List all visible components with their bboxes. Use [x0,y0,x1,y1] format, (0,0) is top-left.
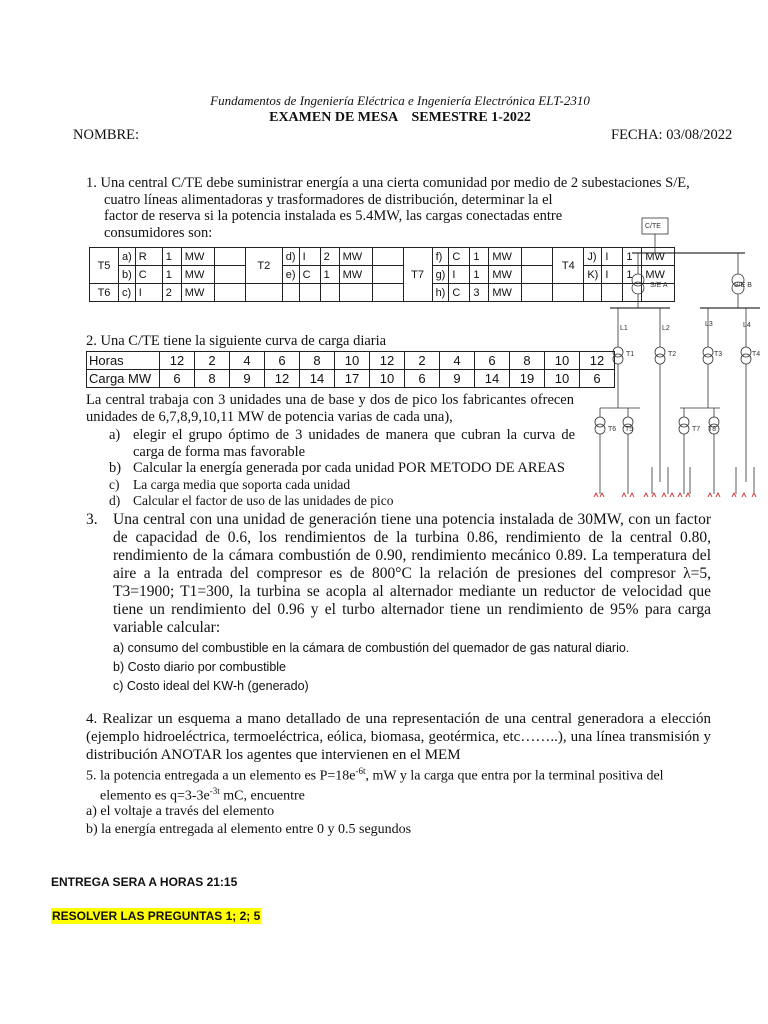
table-cell: 6 [580,370,615,388]
table-cell: 6 [475,352,510,370]
transformer-label: T1 [626,351,635,358]
table-cell [522,248,553,266]
distribution-diagram [590,212,768,512]
line-label: L1 [620,325,628,332]
list-item [109,477,575,494]
line-label: L4 [743,322,751,329]
q5-text: mC, encuentre [219,788,305,804]
table-cell: 14 [300,370,335,388]
table-cell: C [299,266,320,284]
resolve-note: RESOLVER LAS PREGUNTAS 1; 2; 5 [52,909,261,923]
table-row [87,352,615,370]
table-cell: R [135,248,162,266]
consumer-marks [594,493,756,497]
table-row [90,248,675,266]
question-4: 4. Realizar un esquema a mano detallado de una representación de una central generadora a elección (ejemplo hidroeléctrica, termoeléctrica, eólica, biomasa, geotérmica, etc……..), una línea transmisión y distribución ANOTAR los agentes que intervienen en el MEM [86,711,711,763]
table-cell: K) [584,266,602,284]
item-marker: d) [109,493,121,509]
table-cell: J) [584,248,602,266]
table-cell: 8 [510,352,545,370]
table-cell: T2 [245,248,282,284]
table-cell: MW [642,248,675,266]
q1-line: factor de reserva si la potencia instalada es 5.4MW, las cargas conectadas entre [104,208,563,225]
table-cell: 2 [405,352,440,370]
table-cell: 9 [230,370,265,388]
list-item: b) la energía entregada al elemento entre 0 y 0.5 segundos [86,821,412,837]
table-cell: MW [181,284,214,302]
table-cell: 2 [162,284,181,302]
table-cell: 1 [470,248,489,266]
table-cell: f) [432,248,449,266]
question-5 [86,764,711,837]
table-cell: I [602,266,623,284]
q2-paragraph: La central trabaja con 3 unidades una de base y dos de pico los fabricantes ofrecen unidades de 6,7,8,9,10,11 MW de potencia varias de cada una), [86,392,574,425]
table-cell: MW [489,284,522,302]
table-row [90,266,675,284]
item-text: Calcular el factor de uso de las unidades de pico [133,493,394,509]
q1-line: consumidores son: [104,224,213,241]
line-label: L3 [705,321,713,328]
table-cell: MW [489,266,522,284]
table-cell: 4 [230,352,265,370]
se-a-label: S/E A [650,282,668,289]
list-item: b) Costo diario por combustible [113,660,286,674]
table-cell [372,248,403,266]
table-cell: 8 [300,352,335,370]
table-cell: 1 [320,266,339,284]
table-cell: 2 [195,352,230,370]
table-header: Carga MW [87,370,160,388]
table-cell: 3 [470,284,489,302]
load-curve-table [86,351,615,388]
table-cell: MW [181,266,214,284]
table-cell: g) [432,266,449,284]
table-row [90,284,675,302]
table-cell: 1 [623,266,642,284]
table-cell: 1 [162,248,181,266]
sub-transformer-label: T8 [708,426,717,433]
q5-exponent: -3t [209,786,220,797]
question-3 [86,511,711,696]
table-cell: 10 [370,370,405,388]
table-cell: c) [119,284,136,302]
sub-transformer-label: T5 [625,426,634,433]
date-label: FECHA: 03/08/2022 [611,127,733,143]
table-cell: 19 [510,370,545,388]
q3-number: 3. [86,511,98,528]
table-cell: 6 [160,370,195,388]
table-cell: T5 [90,248,119,284]
transformer-label: T2 [668,351,677,358]
table-cell: 6 [265,352,300,370]
table-cell: d) [282,248,299,266]
table-cell: MW [489,248,522,266]
list-item [109,493,575,510]
name-label: NOMBRE: [73,127,140,143]
list-item [109,427,575,460]
table-cell: 10 [545,352,580,370]
item-marker: b) [109,460,122,477]
table-cell: MW [181,248,214,266]
q1-line: cuatro líneas alimentadoras y trasformadores de distribución, determinar la el [104,191,553,208]
plant-label: C/TE [645,223,661,230]
table-cell [214,248,245,266]
table-cell: C [449,248,470,266]
q3-text: Una central con una unidad de generación tiene una potencia instalada de 30MW, con un factor de capacidad de 0.6, los rendimientos de la turbina 0.86, rendimiento de la central 0.80, rendimiento de la cámara combustión de 0.90, rendimiento mecánico 0.89. La temperatura del aire a la entrada del compresor es de 800°C la relación de presiones del compresor λ=5, T3=1900; T1=300, la turbina se acopla al alternador mediante un reductor de velocidad que tiene un rendimiento del 0.96 y el turbo alternador tiene un rendimiento de 95% para carga variable calcular: [113,511,711,636]
sub-transformer-label: T7 [692,426,701,433]
table-cell: 12 [370,352,405,370]
table-cell: MW [339,248,372,266]
table-cell: 1 [623,248,642,266]
table-cell: 10 [335,352,370,370]
q5-text: elemento es q=3-3e [100,788,210,804]
table-cell: e) [282,266,299,284]
table-cell: T7 [403,248,432,302]
item-marker: c) [109,476,120,492]
table-cell: I [299,248,320,266]
table-cell: 12 [160,352,195,370]
q5-text: , mW y la carga que entra por la terminal positiva del [365,768,664,784]
table-cell: 12 [580,352,615,370]
item-text: La carga media que soporta cada unidad [133,476,351,492]
line-label: L2 [662,325,670,332]
table-cell: 6 [405,370,440,388]
item-text: elegir el grupo óptimo de 3 unidades de manera que cubran la curva de carga de forma mas favorable [133,427,575,460]
table-cell: 17 [335,370,370,388]
table-cell: 10 [545,370,580,388]
table-cell: 1 [470,266,489,284]
table-cell: T4 [553,248,584,284]
table-cell: 9 [440,370,475,388]
delivery-note: ENTREGA SERA A HORAS 21:15 [51,875,238,889]
q1-line: 1. Una central C/TE debe suministrar energía a una cierta comunidad por medio de 2 subestaciones S/E, [86,175,690,191]
consumer-table [89,247,675,302]
table-cell: MW [339,266,372,284]
q2-intro: 2. Una C/TE tiene la siguiente curva de carga diaria [86,333,387,349]
table-cell: b) [119,266,136,284]
table-cell: 1 [162,266,181,284]
list-item [109,460,575,477]
table-cell: C [449,284,470,302]
table-cell: I [602,248,623,266]
q5-text: 5. la potencia entregada a un elemento es P=18e [86,768,356,784]
table-cell: I [135,284,162,302]
exam-title: EXAMEN DE MESA SEMESTRE 1-2022 [269,110,531,125]
sub-transformer-label: T6 [608,426,617,433]
list-item: a) consumo del combustible en la cámara de combustión del quemador de gas natural diario. [113,641,630,655]
transformer-label: T4 [752,351,761,358]
course-title: Fundamentos de Ingeniería Eléctrica e Ingeniería Electrónica ELT-2310 [210,93,590,108]
list-item: a) el voltaje a través del elemento [86,804,275,820]
table-cell: 4 [440,352,475,370]
q2-items [109,427,575,510]
table-cell: 12 [265,370,300,388]
q5-exponent: -6t [355,766,366,776]
transformer-label: T3 [714,351,723,358]
list-item: c) Costo ideal del KW-h (generado) [113,679,309,693]
item-marker: a) [109,427,121,443]
table-cell: MW [642,266,675,284]
table-cell: h) [432,284,449,302]
table-cell: 2 [320,248,339,266]
item-text: Calcular la energía generada por cada unidad POR METODO DE AREAS [133,460,565,477]
table-cell: C [135,266,162,284]
table-cell: 8 [195,370,230,388]
se-b-label: S/E B [734,282,752,289]
table-cell: I [449,266,470,284]
table-header: Horas [87,352,160,370]
table-cell: 14 [475,370,510,388]
table-cell: T6 [90,284,119,302]
table-cell: a) [119,248,136,266]
table-row [87,370,615,388]
